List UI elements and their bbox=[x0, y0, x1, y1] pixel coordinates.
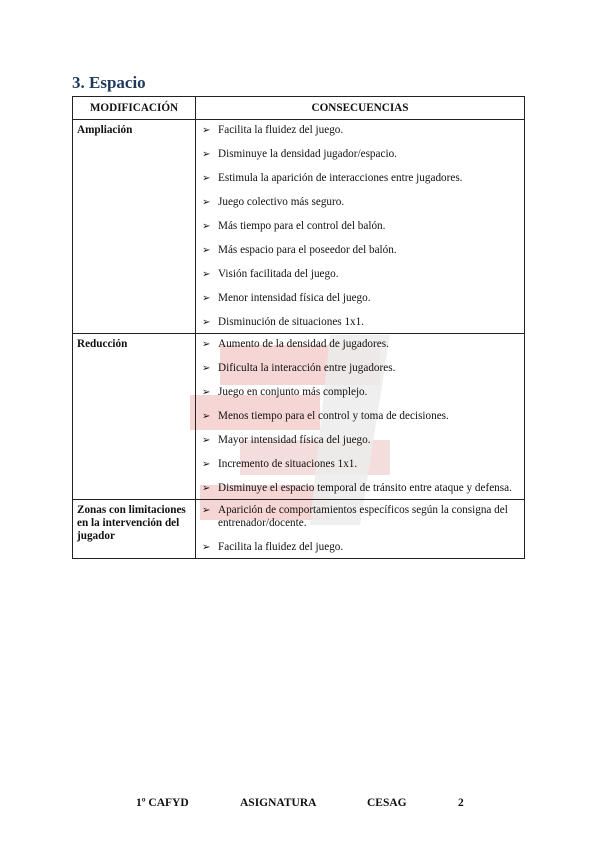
consequences-cell bbox=[196, 120, 525, 334]
list-item: ➢ Más espacio para el poseedor del balón. bbox=[202, 244, 397, 256]
arrow-bullet-icon: ➢ bbox=[202, 269, 211, 280]
table-row bbox=[73, 334, 525, 500]
list-item: ➢ Aparición de comportamientos específicos según la consigna del entrenador/docente. bbox=[202, 504, 508, 529]
modification-cell: Ampliación bbox=[73, 120, 196, 334]
header-modification: MODIFICACIÓN bbox=[73, 97, 196, 120]
arrow-bullet-icon: ➢ bbox=[202, 483, 211, 494]
list-item: ➢ Incremento de situaciones 1x1. bbox=[202, 458, 358, 470]
arrow-bullet-icon: ➢ bbox=[202, 293, 211, 304]
header-consequences: CONSECUENCIAS bbox=[196, 97, 525, 120]
list-item: ➢ Mayor intensidad física del juego. bbox=[202, 434, 371, 446]
arrow-bullet-icon: ➢ bbox=[202, 197, 211, 208]
arrow-bullet-icon: ➢ bbox=[202, 221, 211, 232]
list-item: ➢ Juego colectivo más seguro. bbox=[202, 196, 345, 208]
arrow-bullet-icon: ➢ bbox=[202, 435, 211, 446]
list-item: ➢ Facilita la fluidez del juego. bbox=[202, 124, 344, 136]
consequences-cell bbox=[196, 500, 525, 559]
section-title: 3. Espacio bbox=[72, 73, 146, 92]
list-item: ➢ Facilita la fluidez del juego. bbox=[202, 541, 344, 553]
arrow-bullet-icon: ➢ bbox=[202, 125, 211, 136]
footer-subject: ASIGNATURA bbox=[240, 797, 317, 809]
footer-page-number: 2 bbox=[458, 797, 464, 809]
consequence-list bbox=[202, 338, 520, 495]
arrow-bullet-icon: ➢ bbox=[202, 339, 211, 350]
space-modifications-table bbox=[72, 96, 525, 559]
table-row bbox=[73, 120, 525, 334]
arrow-bullet-icon: ➢ bbox=[202, 317, 211, 328]
arrow-bullet-icon: ➢ bbox=[202, 542, 211, 553]
list-item: ➢ Disminuye el espacio temporal de tránsito entre ataque y defensa. bbox=[202, 482, 512, 494]
table-header-row bbox=[73, 97, 525, 120]
list-item: ➢ Aumento de la densidad de jugadores. bbox=[202, 338, 389, 350]
footer-course: 1º CAFYD bbox=[136, 797, 189, 809]
modification-cell: Reducción bbox=[73, 334, 196, 500]
arrow-bullet-icon: ➢ bbox=[202, 245, 211, 256]
footer-institution: CESAG bbox=[367, 797, 407, 809]
arrow-bullet-icon: ➢ bbox=[202, 459, 211, 470]
list-item: ➢ Disminución de situaciones 1x1. bbox=[202, 316, 365, 328]
list-item: ➢ Estimula la aparición de interacciones entre jugadores. bbox=[202, 172, 463, 184]
consequences-cell bbox=[196, 334, 525, 500]
arrow-bullet-icon: ➢ bbox=[202, 149, 211, 160]
list-item: ➢ Disminuye la densidad jugador/espacio. bbox=[202, 148, 397, 160]
arrow-bullet-icon: ➢ bbox=[202, 173, 211, 184]
consequence-list bbox=[202, 504, 520, 554]
list-item: ➢ Dificulta la interacción entre jugadores. bbox=[202, 362, 396, 374]
list-item: ➢ Visión facilitada del juego. bbox=[202, 268, 339, 280]
list-item: ➢ Menos tiempo para el control y toma de decisiones. bbox=[202, 410, 449, 422]
arrow-bullet-icon: ➢ bbox=[202, 411, 211, 422]
arrow-bullet-icon: ➢ bbox=[202, 363, 211, 374]
arrow-bullet-icon: ➢ bbox=[202, 505, 211, 516]
list-item: ➢ Más tiempo para el control del balón. bbox=[202, 220, 386, 232]
consequence-list bbox=[202, 124, 520, 329]
modification-cell: Zonas con limitaciones en la intervención del jugador bbox=[73, 500, 196, 559]
list-item: ➢ Menor intensidad física del juego. bbox=[202, 292, 371, 304]
list-item: ➢ Juego en conjunto más complejo. bbox=[202, 386, 368, 398]
arrow-bullet-icon: ➢ bbox=[202, 387, 211, 398]
table-row bbox=[73, 500, 525, 559]
